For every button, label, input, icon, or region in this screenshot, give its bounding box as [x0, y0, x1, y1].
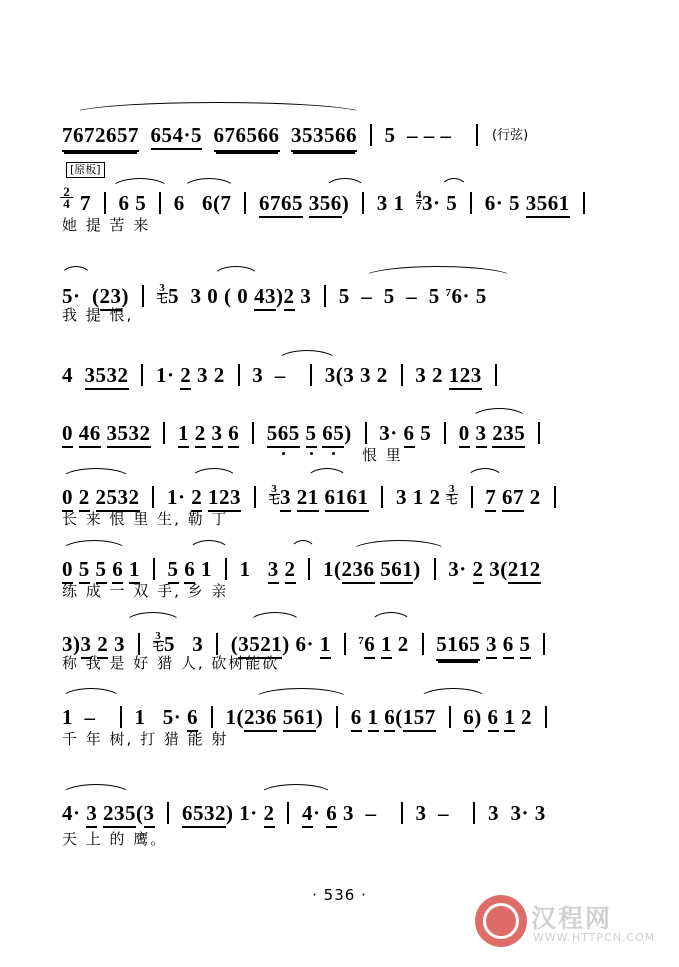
page-number: · 536 ·	[312, 886, 367, 904]
line-3-lyrics: 我 提 恨,	[62, 306, 134, 324]
line-6-lyrics: 长 来 恨 里 生, 勒 丁	[62, 510, 229, 528]
line-1-notes: 7672657 654·5 676566 353566 5 – – –	[62, 122, 485, 148]
score-line-9	[62, 690, 622, 746]
line-7-notes: 0 5 5 6 1 5 6 1 1 3 2 1(236 561) 3· 2 3(212	[62, 556, 541, 582]
slur-icon	[290, 540, 316, 552]
line-9-lyrics: 千 年 树, 打 猎 能 射	[62, 730, 229, 748]
slur-icon	[60, 784, 132, 796]
line-7-lyrics: 练 成 一 双 手, 乡 亲	[62, 582, 229, 600]
score-line-8	[62, 614, 622, 670]
slur-icon	[60, 468, 132, 480]
line-4-notes: 4 3532 1· 2 3 2 3 – 3(3 3 2 3 2 123	[62, 362, 504, 388]
xingxian-label: (行弦)	[492, 128, 529, 143]
slur-icon	[276, 350, 338, 362]
slur-icon	[466, 468, 504, 480]
slur-icon	[188, 540, 230, 552]
watermark-logo-icon	[475, 895, 527, 947]
slur-icon	[258, 784, 334, 796]
slur-icon	[362, 266, 514, 278]
score-line-6	[62, 470, 622, 526]
line-10-notes: 4· 3 235(3 6532) 1· 2 4· 6 3 – 3 – 3 3· 3	[62, 800, 546, 826]
score-line-1	[62, 110, 622, 166]
slur-icon	[72, 102, 364, 114]
line-2-notes: 7 6 5 6 6(7 6765 356) 3 1 $\frac{4}{7}$ 3· 5 6· 5 3561	[62, 190, 592, 216]
slur-icon	[110, 178, 170, 190]
slur-icon	[306, 468, 348, 480]
slur-icon	[370, 612, 412, 624]
slur-icon	[252, 688, 350, 700]
line-6-notes: 0 2 2532 1· 2 123 $\frac{3}{\text{乇}}$ 3 21 6161 3 1 2 $\frac{3}{\text{乇}}$ 7 67 2	[62, 484, 563, 510]
watermark	[475, 893, 665, 955]
line-5-notes: 0 46 3532 1 2 3 6 565 5 65) 3· 6 5 0 3 235	[62, 420, 547, 446]
score-line-7	[62, 542, 622, 598]
line-8-notes: 3)3 2 3 $\frac{3}{\text{乇}}$ 5 3 (3521) 6· 1 $^7$6 1 2 5165 3 6 5	[62, 628, 552, 657]
slur-icon	[60, 688, 122, 700]
slur-icon	[182, 178, 236, 190]
score-line-2	[62, 182, 622, 238]
time-signature: 2 4	[60, 186, 73, 209]
slur-icon	[324, 178, 366, 190]
score-line-3	[62, 270, 622, 326]
slur-icon	[248, 612, 302, 624]
score-line-10	[62, 786, 622, 848]
slur-icon	[418, 688, 488, 700]
line-10-lyrics: 天 上 的 鹰。	[62, 830, 168, 848]
slur-icon	[60, 540, 128, 552]
score-line-4	[62, 350, 622, 406]
slur-icon	[470, 408, 528, 420]
slur-icon	[124, 612, 182, 624]
watermark-title: 汉程网	[531, 904, 613, 933]
line-9-notes: 1 – 1 5· 6 1(236 561) 6 1 6(157 6) 6 1 2	[62, 704, 554, 730]
yuanban-label: [原板]	[66, 162, 105, 178]
watermark-url: WWW.HTTPCN.COM	[533, 931, 656, 944]
slur-icon	[60, 266, 92, 278]
line-8-lyrics: 称 我 是 好 猎 人, 砍树能砍	[62, 654, 280, 672]
score-line-5	[62, 408, 622, 464]
slur-icon	[212, 266, 260, 278]
slur-icon	[440, 178, 468, 190]
slur-icon	[350, 540, 448, 552]
line-2-lyrics: 她 提 苦 来	[62, 216, 151, 234]
line-5-lyrics: 恨 里	[362, 446, 403, 464]
slur-icon	[190, 468, 238, 480]
line-3-notes: 5· (23) $\frac{3}{\text{乇}}$ 5 3 0 ( 0 43)2 3 5 – 5 – 5 $^7$ 6· 5	[62, 280, 487, 309]
